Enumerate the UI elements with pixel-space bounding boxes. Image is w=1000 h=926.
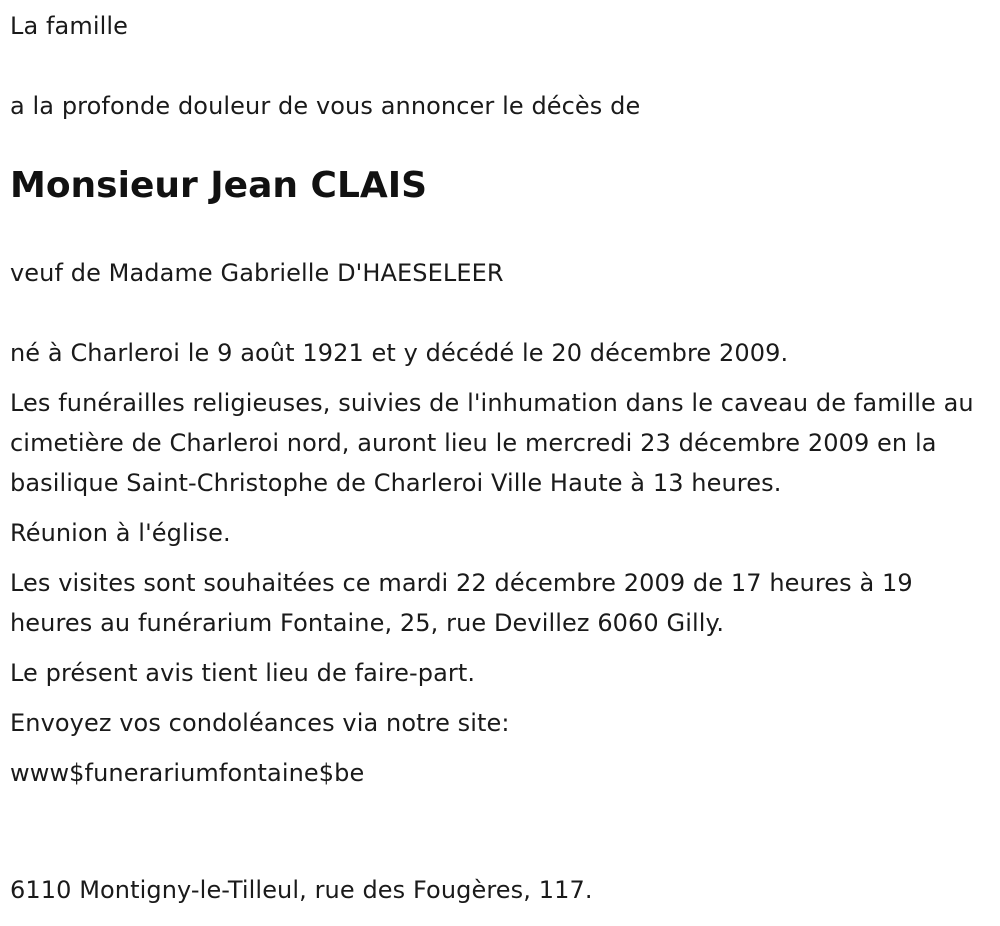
condolences-prompt: Envoyez vos condoléances via notre site: xyxy=(10,709,510,737)
widow-line: veuf de Madame Gabrielle D'HAESELEER xyxy=(10,259,504,287)
funeral-paragraph: Les funérailles religieuses, suivies de l'inhumation dans le caveau de famille au cimetière de Charleroi nord, auront lieu le mercredi 23 décembre 2009 en la basilique Saint-Christophe de Charleroi Ville Haute à 13 heures. xyxy=(10,389,974,497)
deceased-name: Monsieur Jean CLAIS xyxy=(10,165,428,206)
notice-statement: Le présent avis tient lieu de faire-part. xyxy=(10,659,476,687)
address-line: 6110 Montigny-le-Tilleul, rue des Fougères, 117. xyxy=(10,876,593,904)
website-text: www$funerariumfontaine$be xyxy=(10,759,365,787)
opening-line: La famille xyxy=(10,12,129,40)
gathering-line: Réunion à l'église. xyxy=(10,519,231,547)
birth-death-line: né à Charleroi le 9 août 1921 et y décédé le 20 décembre 2009. xyxy=(10,339,789,367)
announcement-line: a la profonde douleur de vous annoncer le décès de xyxy=(10,92,641,120)
visits-paragraph: Les visites sont souhaitées ce mardi 22 décembre 2009 de 17 heures à 19 heures au funérarium Fontaine, 25, rue Devillez 6060 Gilly. xyxy=(10,569,913,637)
notice-details xyxy=(10,333,985,803)
